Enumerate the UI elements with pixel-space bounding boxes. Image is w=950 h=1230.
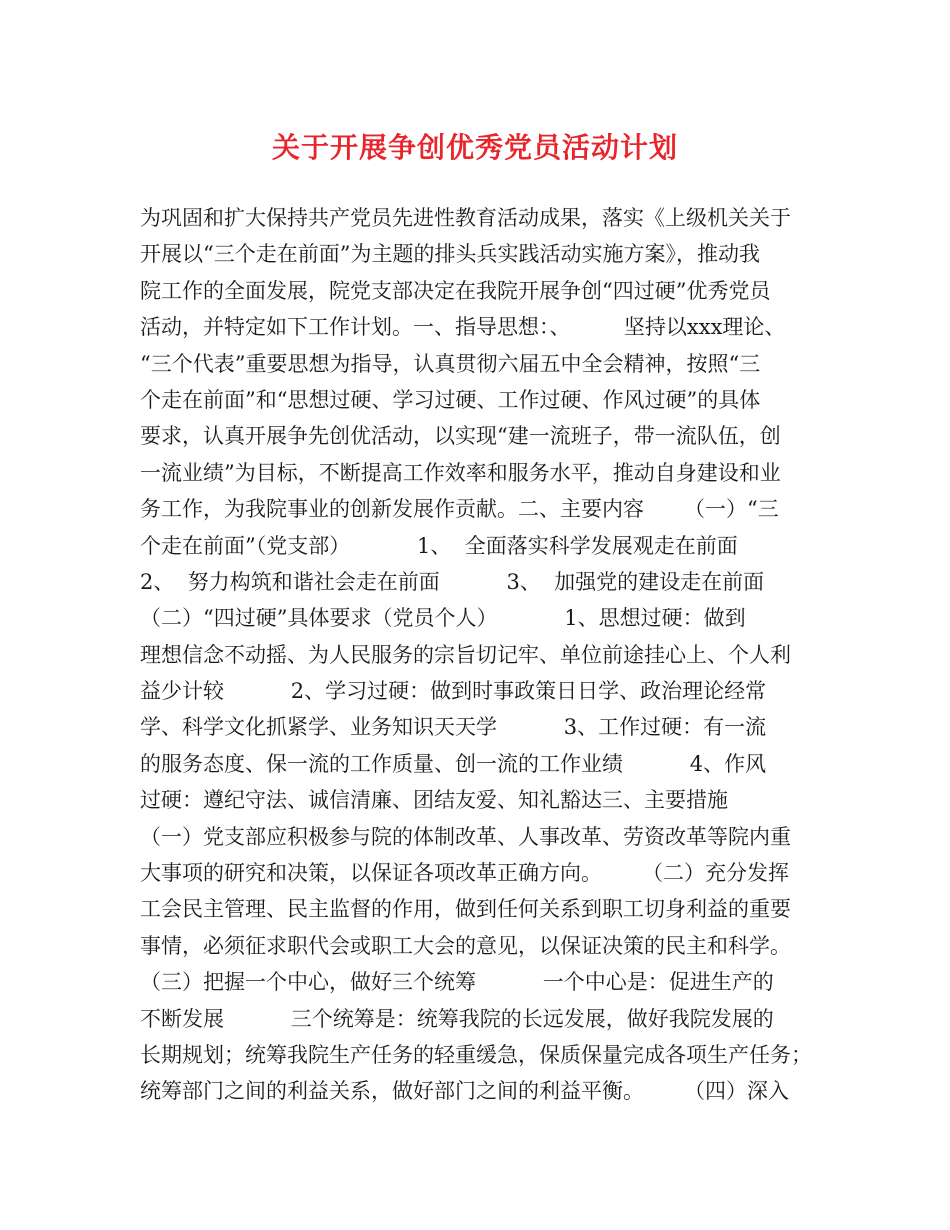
body-line: 2、 努力构筑和谐社会走在前面 3、 加强党的建设走在前面 [140,569,765,594]
body-line: 的服务态度、保一流的工作质量、创一流的工作业绩 4、作风 [140,751,767,776]
body-line: 不断发展 三个统筹是：统筹我院的长远发展，做好我院发展的 [140,1006,774,1031]
body-line: 个走在前面”（党支部） 1、 全面落实科学发展观走在前面 [140,533,738,558]
body-line: 个走在前面”和“思想过硬、学习过硬、工作过硬、作风过硬”的具体 [140,387,761,412]
body-line: （一）党支部应积极参与院的体制改革、人事改革、劳资改革等院内重 [140,824,791,849]
body-line: 活动，并特定如下工作计划。一、指导思想：、 坚持以xxx理论、 [140,315,786,340]
body-line: 一流业绩”为目标，不断提高工作效率和服务水平，推动自身建设和业 [140,460,781,485]
body-line: 务工作，为我院事业的创新发展作贡献。二、主要内容 （一）“三 [140,497,779,522]
body-line: 要求，认真开展争先创优活动，以实现“建一流班子，带一流队伍，创 [140,424,781,449]
body-line: （二）“四过硬”具体要求（党员个人） 1、思想过硬：做到 [140,606,746,631]
body-line: 益少计较 2、学习过硬：做到时事政策日日学、政治理论经常 [140,679,767,704]
body-line: 院工作的全面发展，院党支部决定在我院开展争创“四过硬”优秀党员 [140,278,771,303]
body-line: 长期规划；统筹我院生产任务的轻重缓急，保质保量完成各项生产任务； [140,1042,812,1067]
body-line: 大事项的研究和决策，以保证各项改革正确方向。 （二）充分发挥 [140,861,790,886]
body-line: 统筹部门之间的利益关系，做好部门之间的利益平衡。 （四）深入 [140,1079,790,1104]
body-line: 为巩固和扩大保持共产党员先进性教育活动成果，落实《上级机关关于 [140,206,791,230]
body-line: 开展以“三个走在前面”为主题的排头兵实践活动实施方案》，推动我 [140,242,760,267]
body-line: 工会民主管理、民主监督的作用，做到任何关系到职工切身利益的重要 [140,897,791,922]
body-line: 过硬：遵纪守法、诚信清廉、团结友爱、知礼豁达三、主要措施 [140,788,728,813]
body-line: 事情，必须征求职代会或职工大会的意见，以保证决策的民主和科学。 [140,933,791,958]
body-line: “三个代表”重要思想为指导，认真贯彻六届五中全会精神，按照“三 [140,351,761,376]
body-line: 理想信念不动摇、为人民服务的宗旨切记牢、单位前途挂心上、个人利 [140,642,791,667]
body-line: （三）把握一个中心，做好三个统筹 一个中心是：促进生产的 [140,970,774,995]
body-line: 学、科学文化抓紧学、业务知识天天学 3、工作过硬：有一流 [140,715,767,740]
document-title: 关于开展争创优秀党员活动计划 [271,131,678,164]
document-body [140,200,820,1110]
